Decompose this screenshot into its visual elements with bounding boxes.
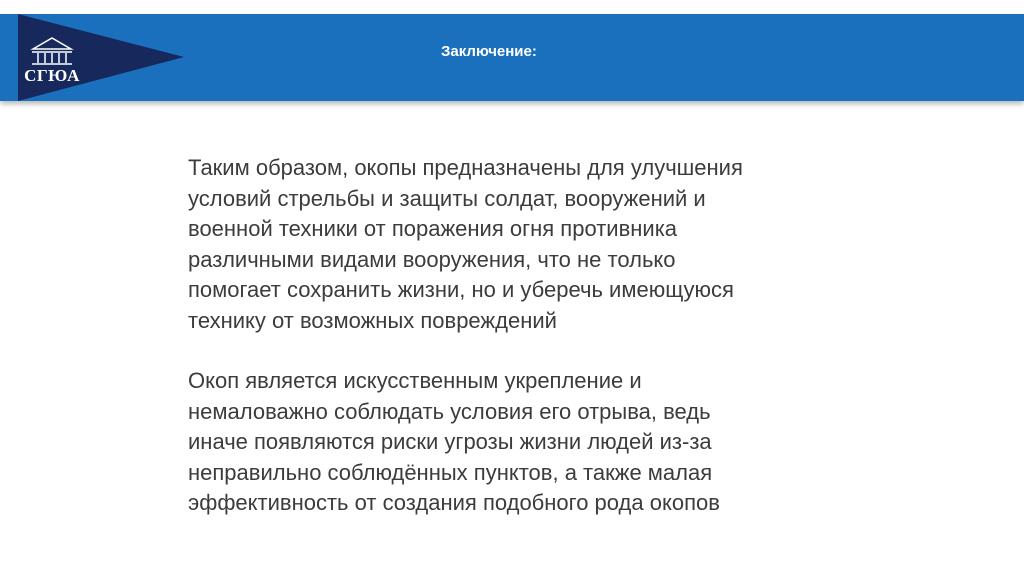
slide-content [188,153,868,519]
text-line: Таким образом, окопы предназначены для улучшения [188,155,743,180]
text-line: помогает сохранить жизни, но и уберечь имеющуюся [188,277,734,302]
text-line: немаловажно соблюдать условия его отрыва, ведь [188,398,711,424]
logo-flag [18,14,184,101]
text-line: различными видами вооружения, что не только [188,246,676,272]
text-line: условий стрельбы и защиты солдат, вооружений и [188,185,706,211]
text-line: неправильно соблюдённых пунктов, а также малая [188,459,713,485]
logo-text: СГЮА [24,66,80,85]
text-line: Окоп является искусственным укрепление и [188,368,642,393]
text-line: военной техники от поражения огня противника [188,216,678,241]
text-line: эффективность от создания подобного рода окопов [188,490,720,515]
conclusion-paragraph-2 [188,366,868,519]
text-line: технику от возможных повреждений [188,307,557,333]
page-title: Заключение: [441,43,537,60]
text-line: иначе появляются риски угрозы жизни людей из-за [188,429,712,454]
conclusion-paragraph-1 [188,153,868,336]
